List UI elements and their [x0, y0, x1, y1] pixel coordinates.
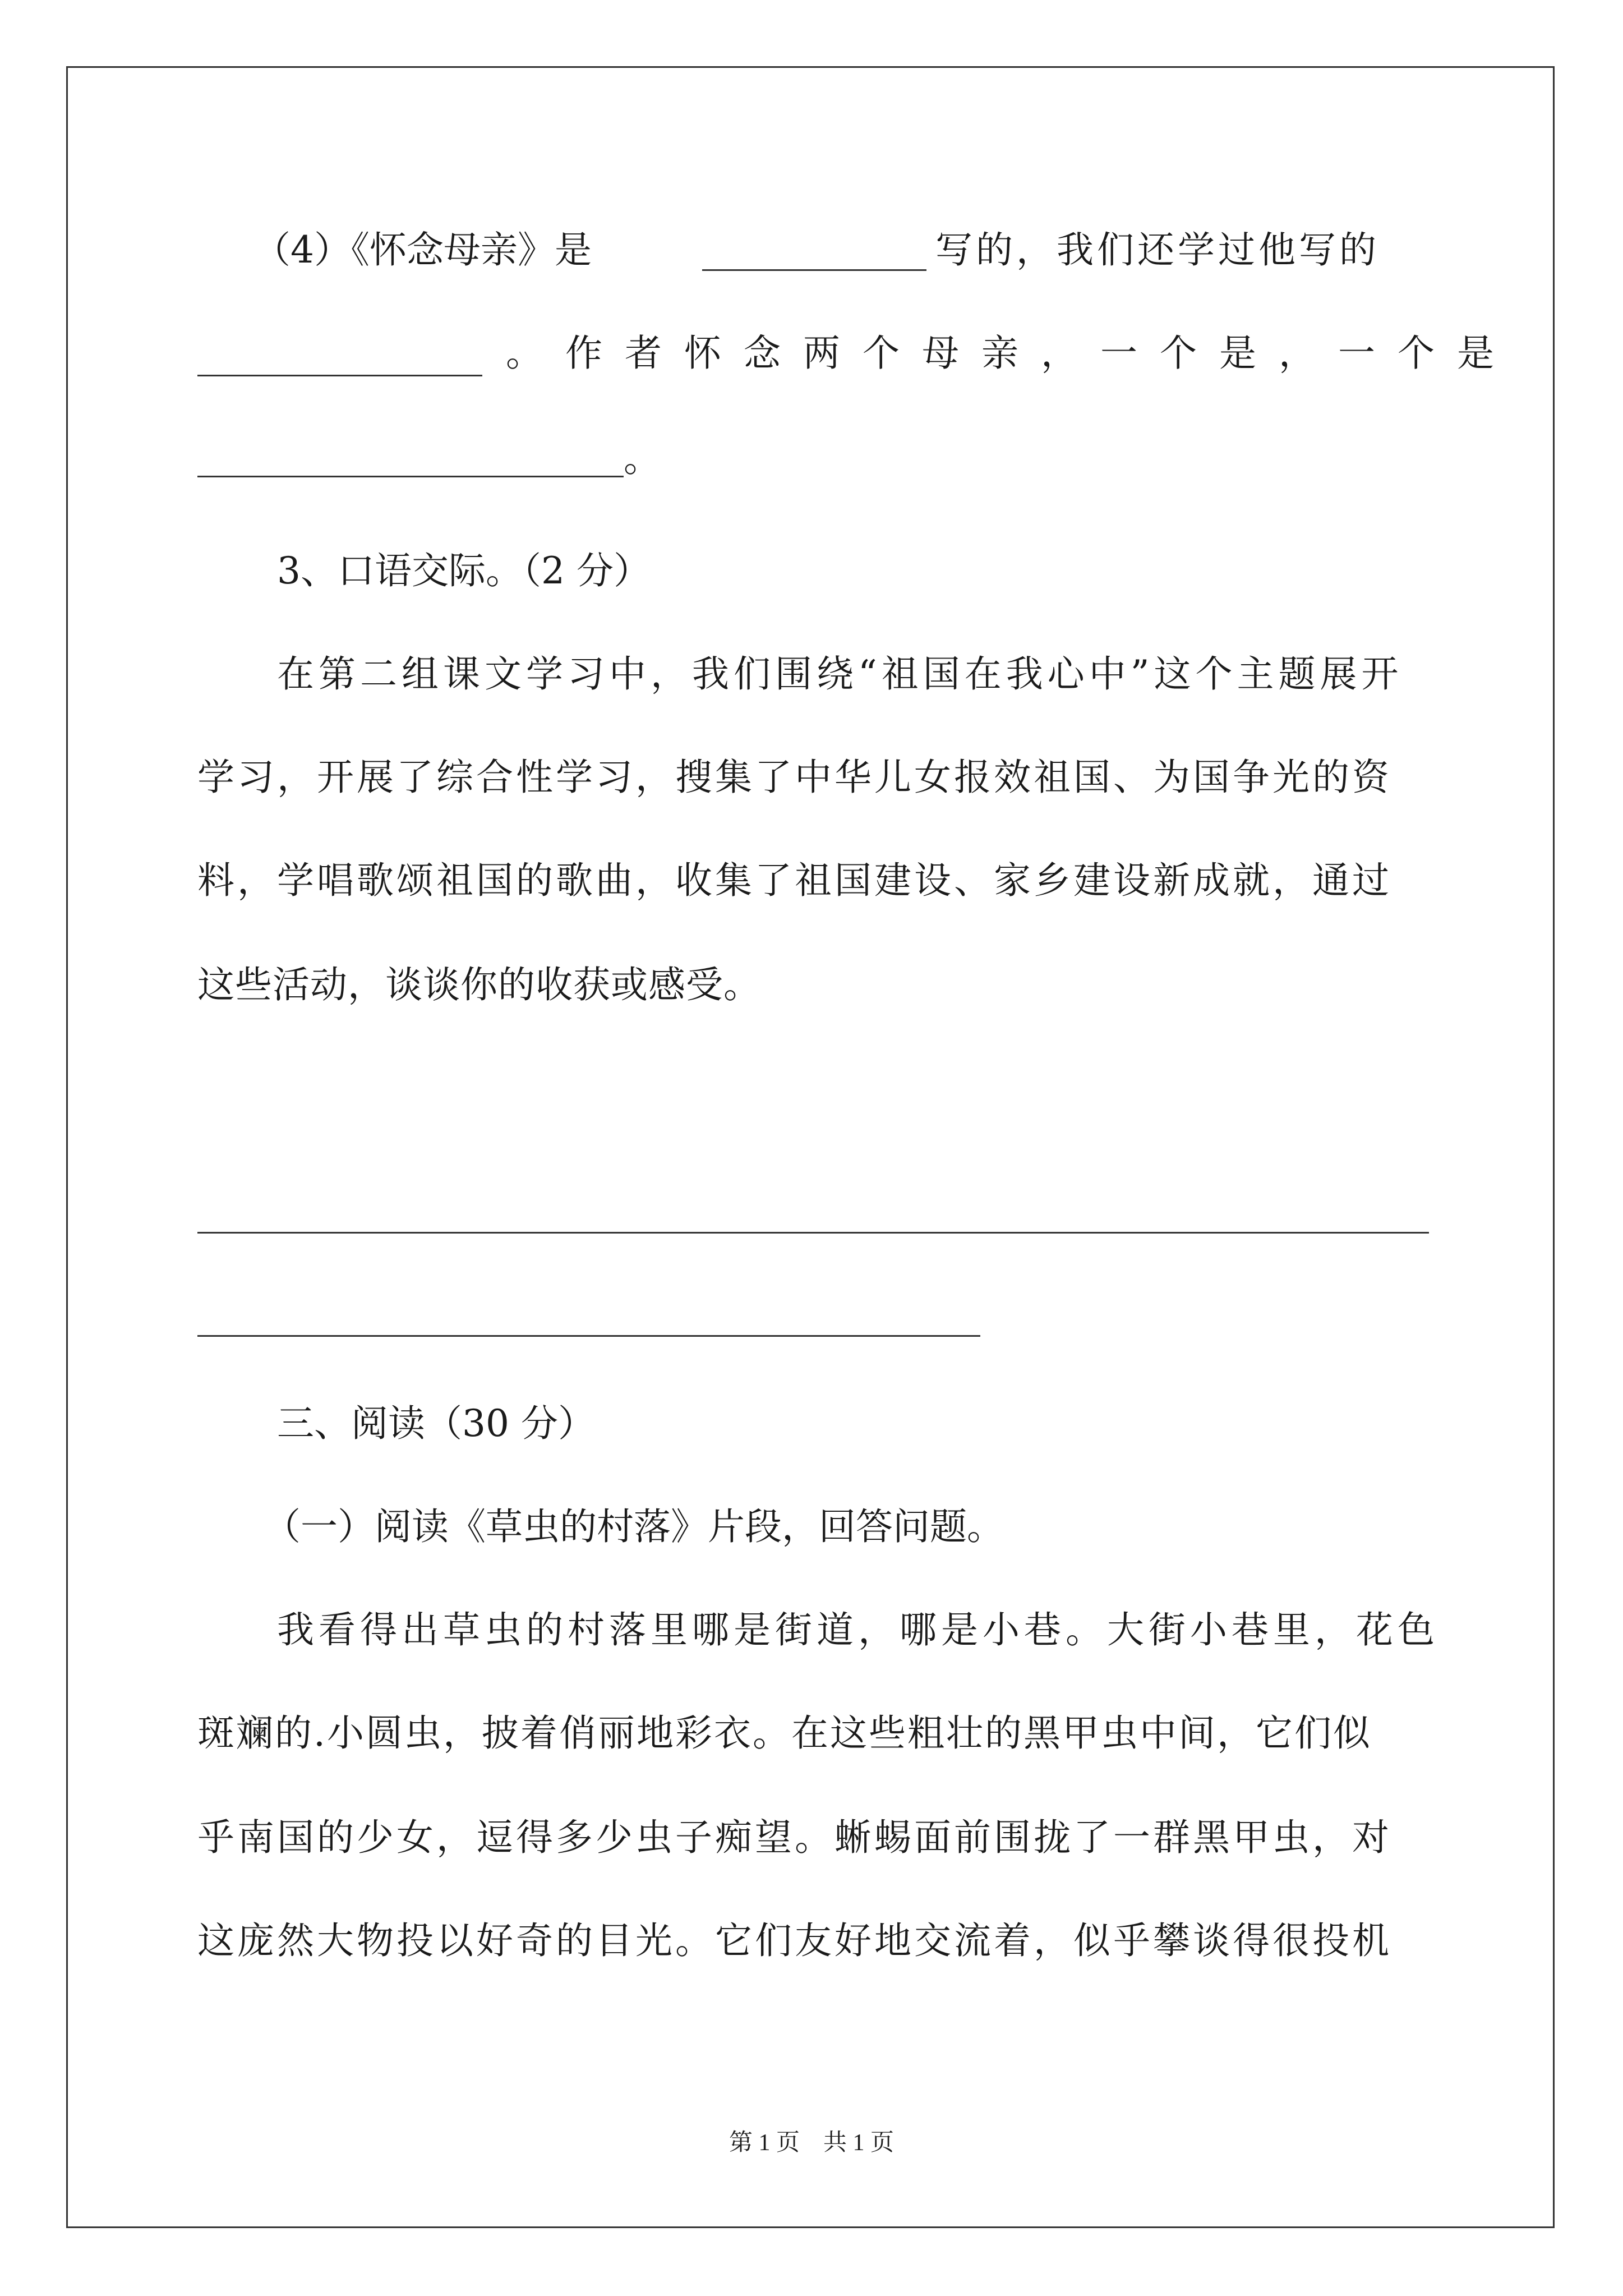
q4-answer-blank-2	[197, 375, 482, 376]
reading-heading: 三、阅读（30 分）	[277, 1402, 595, 1445]
section3-para-line: 料，学唱歌颂祖国的歌曲，收集了祖国建设、家乡建设新成就，通过	[197, 859, 1392, 902]
reading-passage-line: 这庞然大物投以好奇的目光。它们友好地交流着，似乎攀谈得很投机	[197, 1919, 1392, 1962]
q4-answer-blank-1	[702, 269, 926, 271]
page-footer: 第 1 页 共 1 页	[728, 2130, 894, 2156]
page-border	[66, 66, 1555, 2228]
q4-text-mid: 写的，我们还学过他写的	[935, 228, 1380, 272]
q4-text-start: （4）《怀念母亲》是	[253, 228, 592, 272]
q4-text-end: 。	[624, 437, 661, 480]
section3-para-line: 这些活动，谈谈你的收获或感受。	[197, 963, 761, 1006]
q4-answer-blank-3	[197, 476, 624, 477]
answer-line	[197, 1335, 980, 1337]
reading-passage-line: 乎南国的少女，逗得多少虫子痴望。蜥蜴面前围拢了一群黑甲虫，对	[197, 1816, 1392, 1859]
answer-line	[197, 1232, 1429, 1234]
reading-sub-heading: （一）阅读《草虫的村落》片段，回答问题。	[264, 1505, 1004, 1548]
reading-passage-line: 我看得出草虫的村落里哪是街道，哪是小巷。大街小巷里，花色	[277, 1608, 1439, 1651]
section3-para-line: 在第二组课文学习中，我们围绕“祖国在我心中”这个主题展开	[277, 652, 1403, 696]
q4-text-row2: 。作者怀念两个母亲，一个是，一个是	[506, 332, 1516, 375]
section3-heading: 3、口语交际。（2 分）	[277, 549, 651, 592]
reading-passage-line: 斑斓的.小圆虫，披着俏丽地彩衣。在这些粗壮的黑甲虫中间，它们似	[197, 1711, 1372, 1755]
section3-para-line: 学习，开展了综合性学习，搜集了中华儿女报效祖国、为国争光的资	[197, 756, 1392, 799]
